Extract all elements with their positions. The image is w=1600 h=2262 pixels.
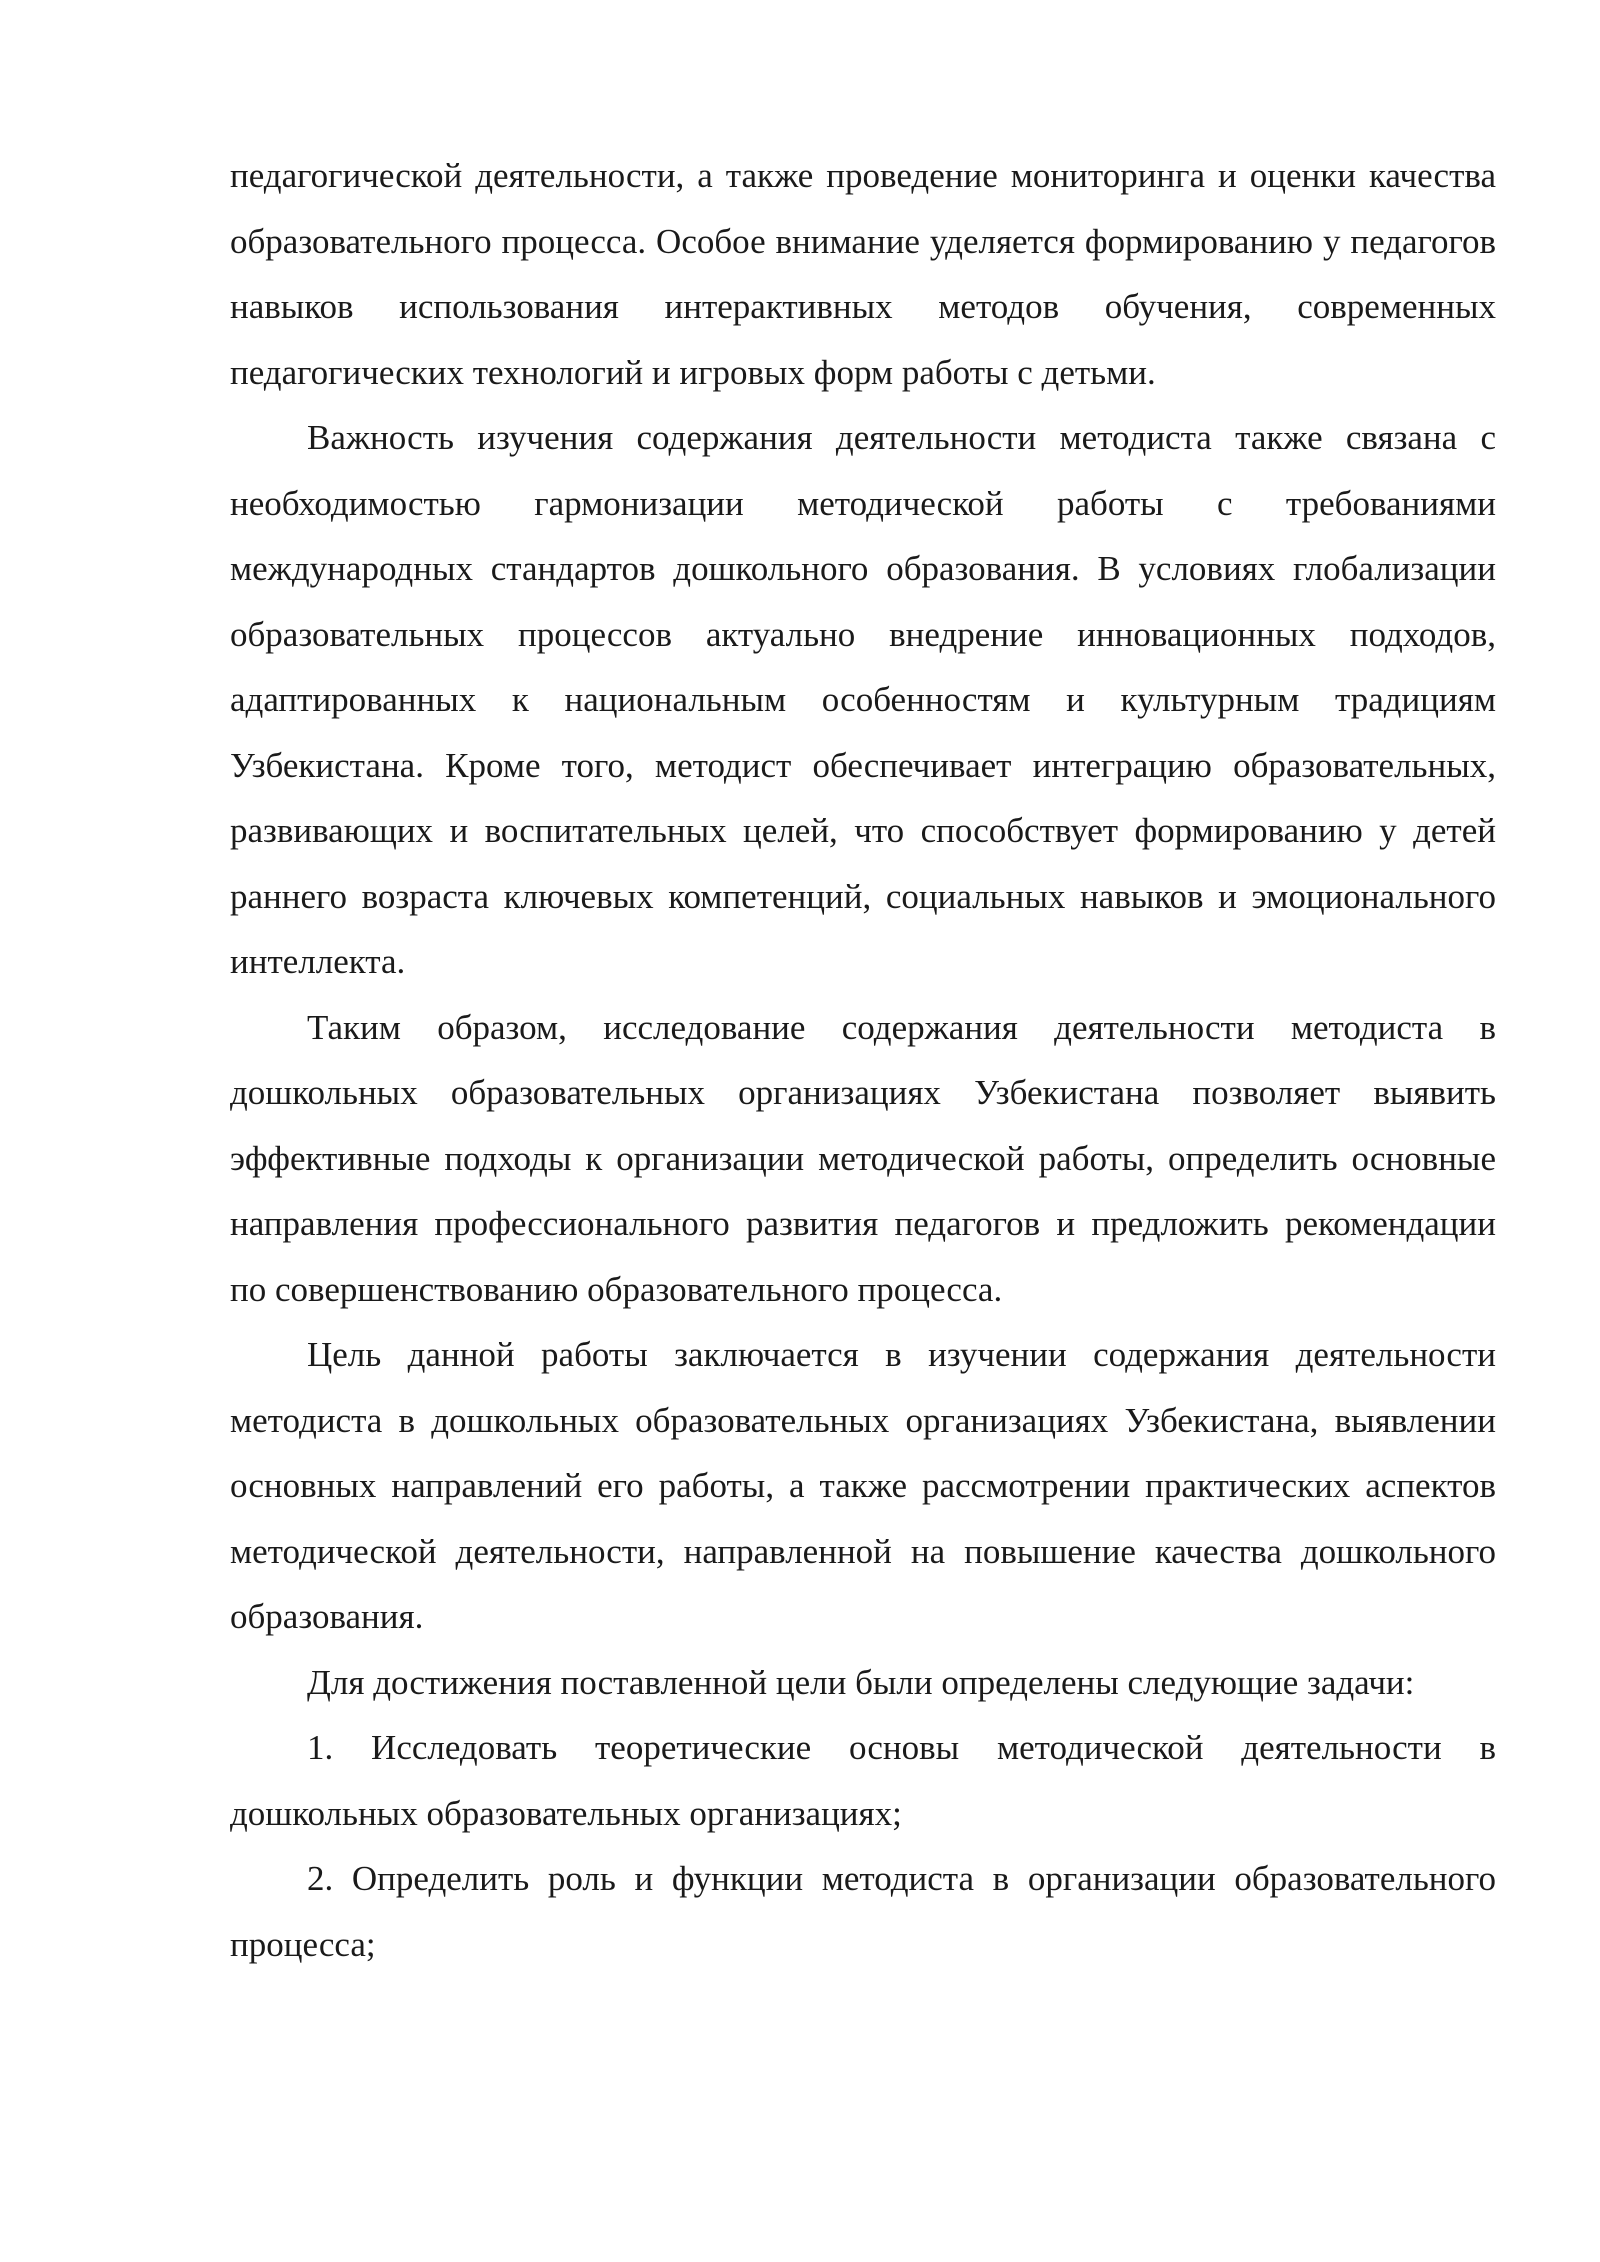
document-body <box>230 143 1496 1977</box>
paragraph-goal: Цель данной работы заключается в изучении содержания деятельности методиста в дошкольных образовательных организациях Узбекистана, выявлении основных направлений его работы, а также рассмотрении практических аспектов методической деятельности, направленной на повышение качества дошкольного образования. <box>230 1335 1496 1636</box>
paragraph-tasks-intro: Для достижения поставленной цели были определены следующие задачи: <box>307 1662 1415 1702</box>
paragraph-conclusion: Таким образом, исследование содержания деятельности методиста в дошкольных образовательных организациях Узбекистана позволяет выявить эффективные подходы к организации методической работы, определить основные направления профессионального развития педагогов и предложить рекомендации по совершенствованию образовательного процесса. <box>230 1007 1496 1309</box>
task-item-1: 1. Исследовать теоретические основы методической деятельности в дошкольных образовательных организациях; <box>230 1728 1496 1833</box>
paragraph-continuation: педагогической деятельности, а также проведение мониторинга и оценки качества образовательного процесса. Особое внимание уделяется формированию у педагогов навыков использования интерактивных методов обучения, современных педагогических технологий и игровых форм работы с детьми. <box>230 156 1496 392</box>
task-item-2: 2. Определить роль и функции методиста в организации образовательного процесса; <box>230 1859 1496 1964</box>
paragraph-importance: Важность изучения содержания деятельности методиста также связана с необходимостью гармонизации методической работы с требованиями международных стандартов дошкольного образования. В условиях глобализации образовательных процессов актуально внедрение инновационных подходов, адаптированных к национальным особенностям и культурным традициям Узбекистана. Кроме того, методист обеспечивает интеграцию образовательных, развивающих и воспитательных целей, что способствует формированию у детей раннего возраста ключевых компетенций, социальных навыков и эмоционального интеллекта. <box>230 418 1496 981</box>
